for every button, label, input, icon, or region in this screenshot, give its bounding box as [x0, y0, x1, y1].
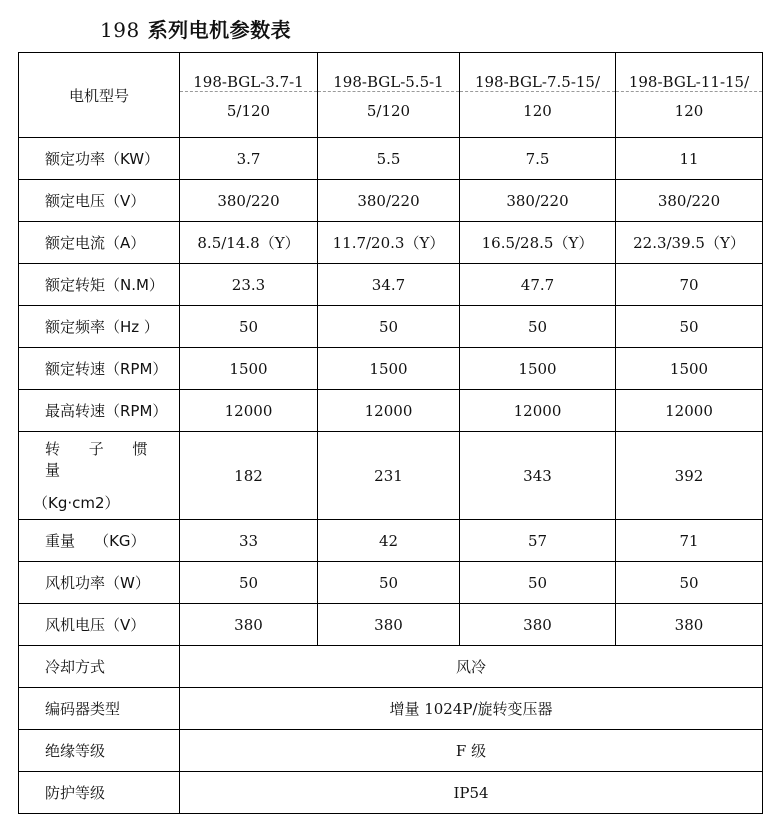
- value-cell: 47.7: [460, 264, 616, 306]
- merged-value-cell: 增量 1024P/旋转变压器: [180, 688, 763, 730]
- row-label: 额定功率（KW）: [19, 138, 180, 180]
- value-cell: 71: [616, 520, 763, 562]
- value-cell: 1500: [460, 348, 616, 390]
- value-cell: 392: [616, 432, 763, 520]
- title-number: 198: [100, 18, 140, 42]
- table-row: [19, 138, 763, 180]
- row-label: 额定频率（Hz ）: [19, 306, 180, 348]
- table-row: [19, 264, 763, 306]
- value-cell: 380/220: [460, 180, 616, 222]
- row-label: 额定转矩（N.M）: [19, 264, 180, 306]
- value-cell: 16.5/28.5（Y）: [460, 222, 616, 264]
- model-cell: [180, 53, 318, 138]
- title-text: 系列电机参数表: [147, 18, 292, 42]
- model-cell: [616, 53, 763, 138]
- value-cell: 3.7: [180, 138, 318, 180]
- rotor-label-line2: （Kg·cm2）: [33, 494, 120, 512]
- value-cell: 50: [616, 562, 763, 604]
- value-cell: 23.3: [180, 264, 318, 306]
- value-cell: 50: [318, 306, 460, 348]
- row-label: 防护等级: [19, 772, 180, 814]
- row-label: 最高转速（RPM）: [19, 390, 180, 432]
- motor-parameter-table: [18, 52, 763, 814]
- model-name-line2: 5/120: [366, 101, 411, 120]
- rotor-inertia-row: [19, 432, 763, 520]
- value-cell: 1500: [180, 348, 318, 390]
- row-label: 额定电压（V）: [19, 180, 180, 222]
- merged-value-cell: IP54: [180, 772, 763, 814]
- table-row: [19, 306, 763, 348]
- value-cell: 33: [180, 520, 318, 562]
- row-label: 重量 （KG）: [19, 520, 180, 562]
- merged-value-cell: F 级: [180, 730, 763, 772]
- model-cell: [318, 53, 460, 138]
- value-cell: 12000: [616, 390, 763, 432]
- value-cell: 12000: [180, 390, 318, 432]
- header-label-cell: [19, 53, 180, 138]
- value-cell: 380: [318, 604, 460, 646]
- merged-row: [19, 646, 763, 688]
- merged-row: [19, 688, 763, 730]
- value-cell: 12000: [460, 390, 616, 432]
- row-label: 风机电压（V）: [19, 604, 180, 646]
- header-row: [19, 53, 763, 138]
- page-title: [100, 14, 291, 43]
- value-cell: 380/220: [616, 180, 763, 222]
- value-cell: 42: [318, 520, 460, 562]
- model-name-line1: 198-BGL-3.7-1: [180, 65, 317, 92]
- value-cell: 50: [460, 306, 616, 348]
- value-cell: 380/220: [318, 180, 460, 222]
- row-label: 冷却方式: [19, 646, 180, 688]
- table-row: [19, 180, 763, 222]
- merged-row: [19, 772, 763, 814]
- value-cell: 1500: [318, 348, 460, 390]
- value-cell: 11.7/20.3（Y）: [318, 222, 460, 264]
- value-cell: 380: [180, 604, 318, 646]
- rotor-label-line1: 转 子 惯 量: [45, 440, 160, 479]
- value-cell: 50: [616, 306, 763, 348]
- value-cell: 231: [318, 432, 460, 520]
- value-cell: 8.5/14.8（Y）: [180, 222, 318, 264]
- model-name-line2: 5/120: [226, 101, 271, 120]
- value-cell: 7.5: [460, 138, 616, 180]
- model-name-line1: 198-BGL-5.5-1: [318, 65, 459, 92]
- model-name-line2: 120: [523, 101, 552, 120]
- value-cell: 57: [460, 520, 616, 562]
- model-cell: [460, 53, 616, 138]
- value-cell: 12000: [318, 390, 460, 432]
- value-cell: 380: [460, 604, 616, 646]
- value-cell: 22.3/39.5（Y）: [616, 222, 763, 264]
- row-label: [19, 432, 180, 520]
- table-row: [19, 222, 763, 264]
- value-cell: 50: [180, 562, 318, 604]
- value-cell: 182: [180, 432, 318, 520]
- table-row: [19, 520, 763, 562]
- row-label: 编码器类型: [19, 688, 180, 730]
- value-cell: 1500: [616, 348, 763, 390]
- model-name-line1: 198-BGL-11-15/: [616, 65, 762, 92]
- value-cell: 380: [616, 604, 763, 646]
- table-row: [19, 562, 763, 604]
- table-row: [19, 348, 763, 390]
- model-name-line2: 120: [674, 101, 704, 120]
- value-cell: 50: [318, 562, 460, 604]
- row-label: 额定电流（A）: [19, 222, 180, 264]
- table-row: [19, 390, 763, 432]
- value-cell: 70: [616, 264, 763, 306]
- value-cell: 34.7: [318, 264, 460, 306]
- header-label: 电机型号: [68, 86, 129, 105]
- merged-row: [19, 730, 763, 772]
- value-cell: 11: [616, 138, 763, 180]
- model-name-line1: 198-BGL-7.5-15/: [460, 65, 615, 92]
- table-row: [19, 604, 763, 646]
- value-cell: 380/220: [180, 180, 318, 222]
- value-cell: 5.5: [318, 138, 460, 180]
- value-cell: 50: [460, 562, 616, 604]
- merged-value-cell: 风冷: [180, 646, 763, 688]
- row-label: 额定转速（RPM）: [19, 348, 180, 390]
- value-cell: 50: [180, 306, 318, 348]
- value-cell: 343: [460, 432, 616, 520]
- row-label: 风机功率（W）: [19, 562, 180, 604]
- row-label: 绝缘等级: [19, 730, 180, 772]
